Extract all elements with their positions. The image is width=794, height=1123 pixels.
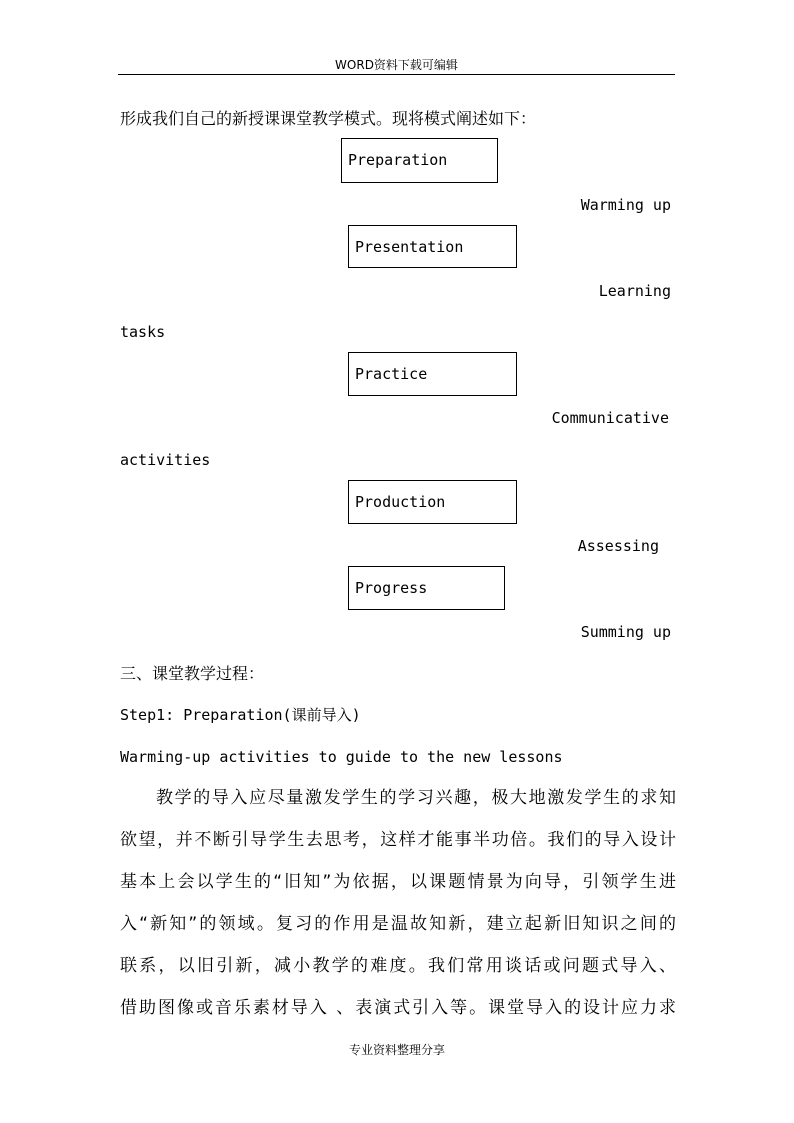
flow-activity-communicative: Communicative	[551, 409, 669, 427]
flow-activity-assessing: Assessing	[577, 537, 659, 555]
paragraph-line: 教学的导入应尽量激发学生的学习兴趣，极大地激发学生的求知	[156, 788, 676, 808]
subheading: Warming-up activities to guide to the new lessons	[120, 748, 563, 766]
body-paragraph	[120, 777, 676, 1029]
intro-text: 形成我们自己的新授课课堂教学模式。现将模式阐述如下：	[120, 109, 537, 128]
flow-activity-learning-cont: tasks	[120, 323, 166, 341]
header-rule	[118, 74, 675, 75]
flow-box-practice: Practice	[348, 352, 517, 396]
paragraph-line: 基本上会以学生的“旧知”为依据，以课题情景为向导，引领学生进	[120, 872, 676, 892]
flow-activity-summing-up: Summing up	[580, 623, 671, 641]
page-header: WORD资料下载可编辑	[335, 58, 458, 72]
flow-activity-warming-up: Warming up	[580, 196, 671, 214]
step1-heading: Step1: Preparation(课前导入)	[120, 706, 361, 724]
flow-activity-learning: Learning	[598, 282, 671, 300]
paragraph-line: 入“新知”的领域。复习的作用是温故知新，建立起新旧知识之间的	[120, 914, 676, 934]
section-heading: 三、课堂教学过程：	[120, 664, 265, 683]
paragraph-line: 欲望，并不断引导学生去思考，这样才能事半功倍。我们的导入设计	[120, 830, 676, 850]
paragraph-line: 联系，以旧引新，减小教学的难度。我们常用谈话或问题式导入、	[120, 956, 676, 976]
flow-box-production: Production	[348, 480, 517, 524]
flow-box-progress: Progress	[348, 566, 505, 610]
flow-box-preparation: Preparation	[341, 138, 498, 183]
flow-box-presentation: Presentation	[348, 225, 517, 268]
flow-activity-communicative-cont: activities	[120, 451, 211, 469]
page-footer: 专业资料整理分享	[348, 1043, 445, 1057]
paragraph-line: 借助图像或音乐素材导入 、表演式引入等。课堂导入的设计应力求	[120, 998, 676, 1018]
